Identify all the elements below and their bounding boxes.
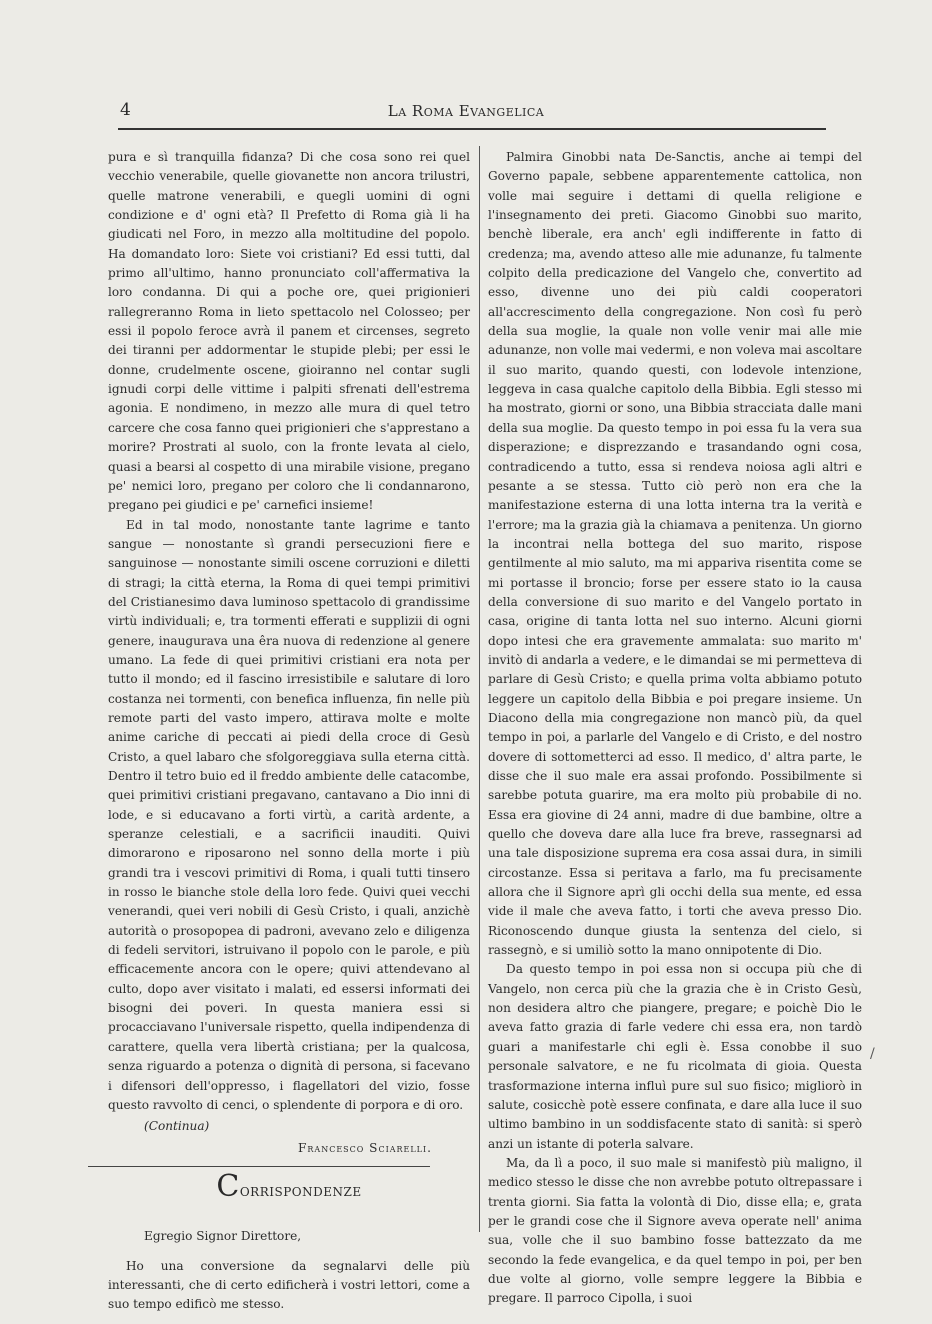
section-title xyxy=(108,1168,470,1204)
column-divider xyxy=(479,146,480,1232)
right-paragraph-1: Palmira Ginobbi nata De-Sanctis, anche ai tempi del Governo papale, sebbene apparentemente cattolica, non volle mai seguire i dettami di quella religione e l'insegnamento dei preti. Giacomo Ginobbi suo marito, benchè liberale, era anch' egli indifferente in fatto di credenza; ma, avendo atteso alle mie adunanze, fu talmente colpito della predicazione del Vangelo che, convertito ad esso, divenne uno dei più caldi cooperatori all'accrescimento della congregazione. Non così fu però della sua moglie, la quale non volle venir mai alle mie adunanze, non volle mai vedermi, e non voleva mai ascoltare il suo marito, quando questi, con lodevole intenzione, leggeva in casa qualche capitolo della Bibbia. Egli stesso mi ha mostrato, giorni or sono, una Bibbia stracciata dalle mani della sua moglie. Da questo tempo in poi essa fu la vera sua disperazione; e disprezzando e trasandando ogni cosa, contradicendo a tutto, essa si rendeva noiosa agli altri e pesante a se stessa. Tutto ciò però non era che la manifestazione esterna di una lotta interna tra la verità e l'errore; ma la grazia già la chiamava a penitenza. Un giorno la incontrai nella bottega del suo marito, rispose gentilmente al mio saluto, ma mi appariva risentita come se mi portasse il broncio; forse per essere stato io la causa della conversione di suo marito e del Vangelo portato in casa, origine di tanta lotta nel suo interno. Alcuni giorni dopo intesi che era gravemente ammalata: suo marito m' invitò di andarla a vedere, e le dimandai se mi permetteva di parlare di Gesù Cristo; e quella prima volta abbiamo potuto leggere un capitolo della Bibbia e poi pregare insieme. Un Diacono della mia congregazione non mancò più, da quel tempo in poi, a parlarle del Vangelo e di Cristo, e del nostro dovere di sottometterci ad esso. Il medico, d' altra parte, le disse che il suo male era assai profondo. Possibilmente si sarebbe potuta guarire, ma era molto più probabile di no. Essa era giovine di 24 anni, madre di due bambine, oltre a quello che doveva dare alla luce fra breve, rassegnarsi ad una tale disposizione suprema era cosa assai dura, in simili circostanze. Essa si peritava a farlo, ma fu precisamente allora che il Signore aprì gli occhi della sua mente, ed essa vide il male che aveva fatto, i torti che aveva presso Dio. Riconoscendo dunque giusta la sentenza del cielo, si rassegnò, e si umiliò sotto la mano onnipotente di Dio. xyxy=(488,150,862,958)
left-paragraph-2: Ed in tal modo, nonostante tante lagrime e tanto sangue — nonostante sì grandi persecuzioni fiere e sanguinose — nonostante simili oscene corruzioni e diletti di stragi; la città eterna, la Roma di quei tempi primitivi del Cristianesimo dava luminoso spettacolo di grandissime virtù individuali; e, tra tormenti efferati e supplizii di ogni genere, inaugurava una êra nuova di redenzione al genere umano. La fede di quei primitivi cristiani era nota per tutto il mondo; ed il fascino irresistibile e salutare di loro costanza nei tormenti, con benefica influenza, fin nelle più remote parti del vasto impero, attirava molte e molte anime cariche di peccati ai piedi della croce di Gesù Cristo, a quel labaro che sfolgoreggiava sulla eterna città. Dentro il tetro buio ed il freddo ambiente delle catacombe, quei primitivi cristiani pregavano, cantavano a Dio inni di lode, e si educavano a forti virtù, a carità ardente, a speranze celestiali, e a sacrificii inauditi. Quivi dimorarono e riposarono nel sonno della morte i più grandi tra i vescovi primitivi di Roma, i quali tutti tinsero in rosso le bianche stole della loro fede. Quivi quei vecchi venerandi, quei veri nobili di Gesù Cristo, i quali, anzichè autorità o prosopopea di padroni, avevano zelo e diligenza di fedeli servitori, istruivano il popolo con le parole, e più efficacemente ancora con le opere; quivi attendevano al culto, dopo aver visitato i malati, ed essersi informati dei bisogni dei poveri. In questa maniera essi si procacciavano l'universale rispetto, quella indipendenza di carattere, quella vera libertà cristiana; per la qualcosa, senza riguardo a potenza o dignità di persona, si facevano i difensori dell'oppresso, i flagellatori del vizio, fosse questo ravvolto di cenci, o splendente di porpora e di oro. xyxy=(108,517,470,1112)
continua-note: (Continua) xyxy=(144,1119,210,1134)
margin-mark: / xyxy=(870,1046,875,1062)
left-paragraph-1: pura e sì tranquilla fidanza? Di che cosa sono rei quel vecchio venerabile, quelle giovanette non ancora trilustri, quelle matrone venerabili, e quegli uomini di ogni condizione e d' ogni età? Il Prefetto di Roma già li ha giudicati nel Foro, in mezzo alla moltitudine del popolo. Ha domandato loro: Siete voi cristiani? Ed essi tutti, dal primo all'ultimo, hanno pronunciato coll'affermativa la loro condanna. Di qui a poche ore, quei prigionieri rallegreranno Roma in lieto spettacolo nel Colosseo; per essi il popolo feroce avrà il panem et circenses, segreto dei tiranni per addormentar le stupide plebi; per essi le donne, crudelmente oscene, gioiranno nel contar sugli ignudi corpi delle vittime i palpiti sfrenati dell'estrema agonia. E nondimeno, in mezzo alle mura di quel tetro carcere che cosa fanno quei prigionieri che s'apprestano a morire? Prostrati al suolo, con la fronte levata al cielo, quasi a bearsi al cospetto di una mirabile visione, pregano pe' nemici loro, pregano per coloro che li condannarono, pregano pei giudici e pe' carnefici insieme! xyxy=(108,150,470,513)
page-number: 4 xyxy=(120,100,131,120)
left-paragraph-3: Ho una conversione da segnalarvi delle più interessanti, che di certo edificherà i vostri lettori, come a suo tempo edificò me stesso. xyxy=(108,1258,470,1312)
header-rule xyxy=(118,128,826,130)
right-paragraph-3: Ma, da lì a poco, il suo male si manifestò più maligno, il medico stesso le disse che non avrebbe potuto oltrepassare i trenta giorni. Sia fatta la volontà di Dio, disse ella; e, grata per le grandi cose che il Signore aveva operate nell' anima sua, volle che il suo bambino fosse battezzato da me secondo la fede evangelica, e da quel tempo in poi, per ben due volte al giorno, volle sempre leggere la Bibbia e pregare. Il parroco Cipolla, i suoi xyxy=(488,1155,862,1306)
section-title-initial: C xyxy=(216,1168,240,1204)
running-title: La Roma Evangelica xyxy=(387,102,545,120)
right-paragraph-2: Da questo tempo in poi essa non si occupa più che di Vangelo, non cerca più che la grazia che è in Cristo Gesù, non desidera altro che piangere, pregare; e poichè Dio le aveva fatto grazia di farle vedere chi essa era, non tardò guari a manifestarle chi egli è. Essa conobbe il suo personale salvatore, e ne fu ricolmata di gioia. Questa trasformazione interna influì pure sul suo fisico; migliorò in salute, cosicchè potè essere confinata, e dare alla luce il suo ultimo bambino in un soddisfacente stato di sanità: si sperò anzi un istante di poterla salvare. xyxy=(488,962,862,1151)
right-column xyxy=(488,148,862,1309)
article-author: Francesco Sciarelli. xyxy=(298,1140,432,1155)
section-title-rest: orrispondenze xyxy=(239,1180,362,1201)
salutation: Egregio Signor Direttore, xyxy=(144,1229,302,1244)
section-rule xyxy=(88,1166,430,1167)
left-column xyxy=(108,148,470,1315)
